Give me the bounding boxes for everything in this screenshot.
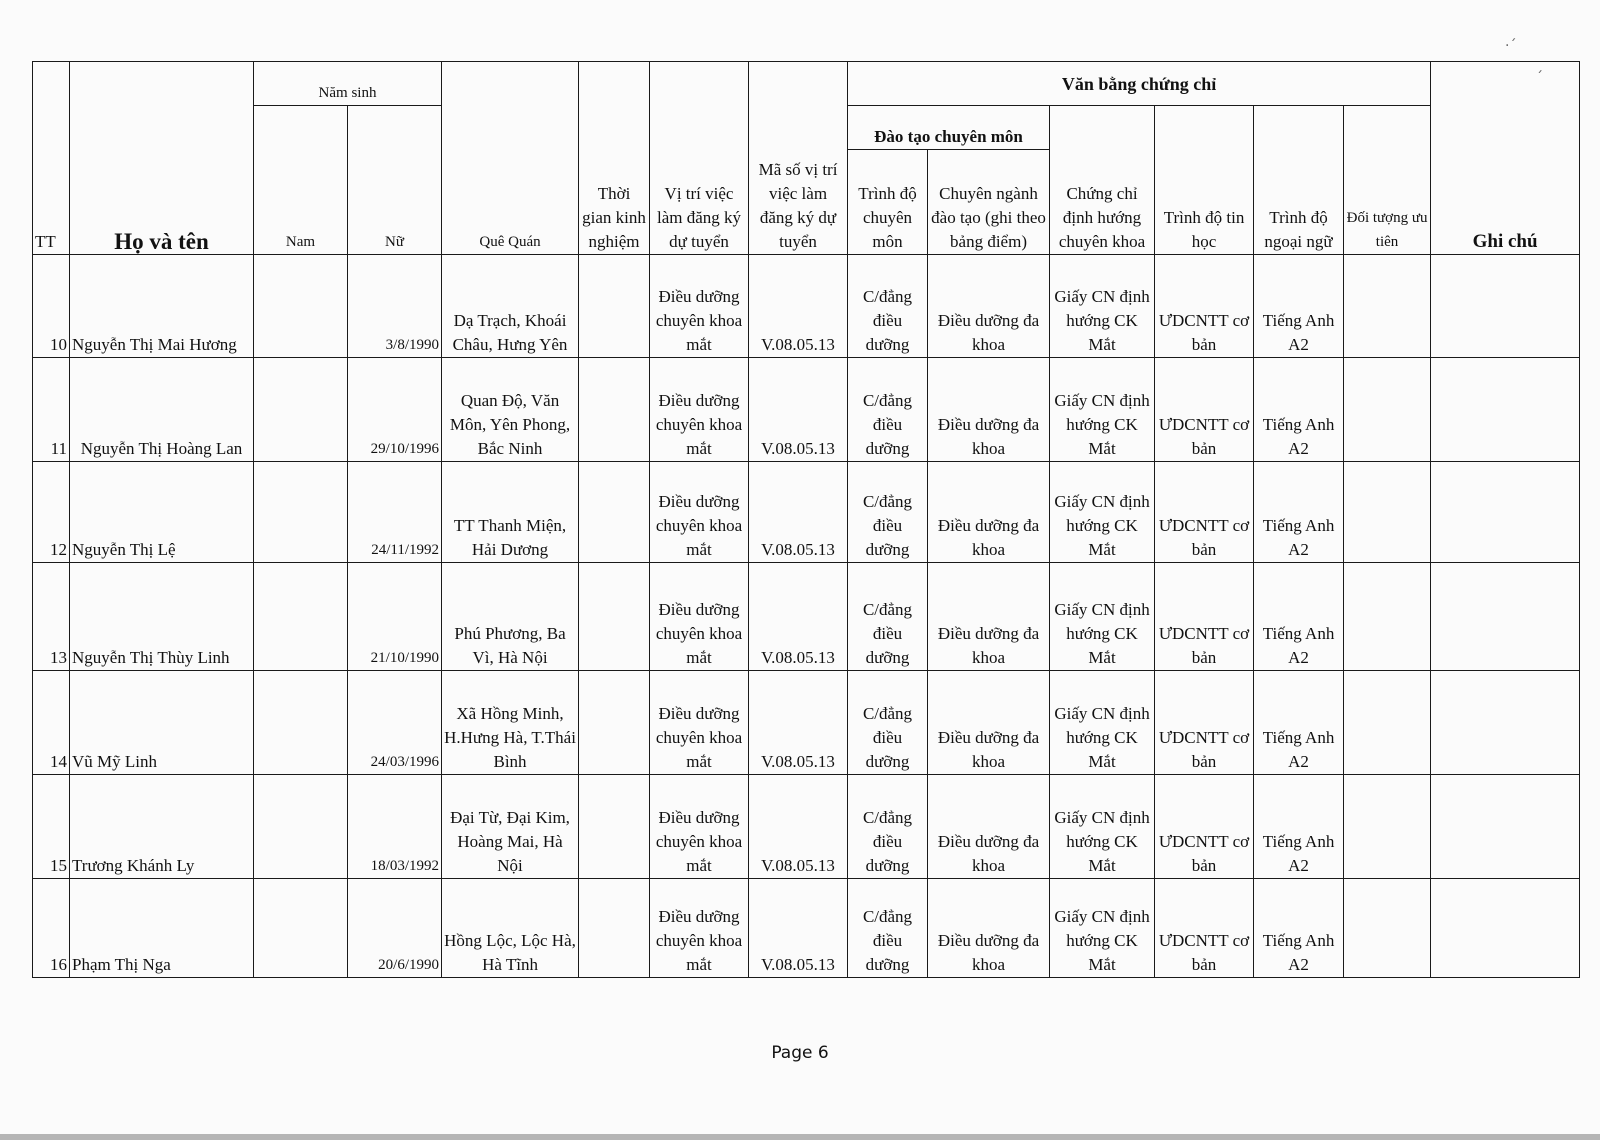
cell-trinh-do-cm: C/đẳng điều dưỡng [848,879,928,978]
cell-vi-tri: Điều dưỡng chuyên khoa mắt [650,255,749,358]
cell-chuyen-nganh: Điều dưỡng đa khoa [928,775,1050,879]
cell-ngoai-ngu: Tiếng Anh A2 [1254,879,1344,978]
header-tt: TT [33,62,70,255]
cell-nu: 29/10/1996 [348,358,442,462]
header-tin-hoc: Trình độ tin học [1155,106,1254,255]
cell-doi-tuong [1344,358,1431,462]
header-nam-sinh: Năm sinh [254,62,442,106]
cell-thoi-gian [579,775,650,879]
cell-trinh-do-cm: C/đẳng điều dưỡng [848,775,928,879]
table-row [33,358,1580,462]
table-row [33,879,1580,978]
cell-que-quan: Dạ Trạch, Khoái Châu, Hưng Yên [442,255,579,358]
cell-chung-chi: Giấy CN định hướng CK Mắt [1050,358,1155,462]
cell-tin-hoc: ƯDCNTT cơ bản [1155,462,1254,563]
cell-thoi-gian [579,358,650,462]
cell-tin-hoc: ƯDCNTT cơ bản [1155,671,1254,775]
cell-que-quan: Quan Độ, Văn Môn, Yên Phong, Bắc Ninh [442,358,579,462]
cell-ngoai-ngu: Tiếng Anh A2 [1254,358,1344,462]
cell-nu: 18/03/1992 [348,775,442,879]
cell-tin-hoc: ƯDCNTT cơ bản [1155,255,1254,358]
cell-ngoai-ngu: Tiếng Anh A2 [1254,563,1344,671]
cell-name: Nguyễn Thị Hoàng Lan [70,358,254,462]
cell-chung-chi: Giấy CN định hướng CK Mắt [1050,775,1155,879]
cell-chuyen-nganh: Điều dưỡng đa khoa [928,358,1050,462]
cell-chung-chi: Giấy CN định hướng CK Mắt [1050,255,1155,358]
cell-vi-tri: Điều dưỡng chuyên khoa mắt [650,671,749,775]
header-dao-tao: Đào tạo chuyên môn [848,106,1050,150]
cell-chuyen-nganh: Điều dưỡng đa khoa [928,255,1050,358]
cell-chuyen-nganh: Điều dưỡng đa khoa [928,671,1050,775]
cell-chung-chi: Giấy CN định hướng CK Mắt [1050,462,1155,563]
cell-doi-tuong [1344,563,1431,671]
cell-ghi-chu [1431,879,1580,978]
cell-chung-chi: Giấy CN định hướng CK Mắt [1050,879,1155,978]
cell-name: Nguyễn Thị Lệ [70,462,254,563]
header-chung-chi: Chứng chỉ định hướng chuyên khoa [1050,106,1155,255]
cell-ghi-chu [1431,255,1580,358]
table-row [33,671,1580,775]
cell-tin-hoc: ƯDCNTT cơ bản [1155,879,1254,978]
scan-speck: ·ˊ [1505,38,1517,54]
page-edge [0,1134,1600,1140]
cell-ma-so: V.08.05.13 [749,879,848,978]
scan-speck: ˊ [1536,70,1543,86]
cell-doi-tuong [1344,255,1431,358]
cell-chung-chi: Giấy CN định hướng CK Mắt [1050,671,1155,775]
cell-nu: 20/6/1990 [348,879,442,978]
header-ghi-chu: Ghi chú [1431,62,1580,255]
cell-trinh-do-cm: C/đẳng điều dưỡng [848,563,928,671]
header-nam: Nam [254,106,348,255]
cell-ma-so: V.08.05.13 [749,358,848,462]
cell-trinh-do-cm: C/đẳng điều dưỡng [848,255,928,358]
cell-doi-tuong [1344,462,1431,563]
cell-name: Vũ Mỹ Linh [70,671,254,775]
cell-vi-tri: Điều dưỡng chuyên khoa mắt [650,775,749,879]
cell-thoi-gian [579,255,650,358]
cell-name: Nguyễn Thị Thùy Linh [70,563,254,671]
cell-ngoai-ngu: Tiếng Anh A2 [1254,775,1344,879]
cell-nu: 24/03/1996 [348,671,442,775]
cell-nam [254,775,348,879]
cell-ma-so: V.08.05.13 [749,255,848,358]
cell-nu: 3/8/1990 [348,255,442,358]
cell-tt: 15 [33,775,70,879]
header-van-bang: Văn bằng chứng chỉ [848,62,1431,106]
cell-vi-tri: Điều dưỡng chuyên khoa mắt [650,462,749,563]
cell-trinh-do-cm: C/đẳng điều dưỡng [848,462,928,563]
cell-doi-tuong [1344,671,1431,775]
cell-tt: 12 [33,462,70,563]
cell-nam [254,462,348,563]
cell-nam [254,563,348,671]
header-ngoai-ngu: Trình độ ngoại ngữ [1254,106,1344,255]
cell-chuyen-nganh: Điều dưỡng đa khoa [928,879,1050,978]
candidate-table [32,61,1580,978]
cell-ma-so: V.08.05.13 [749,775,848,879]
cell-tt: 11 [33,358,70,462]
cell-chung-chi: Giấy CN định hướng CK Mắt [1050,563,1155,671]
cell-thoi-gian [579,563,650,671]
cell-que-quan: Đại Từ, Đại Kim, Hoàng Mai, Hà Nội [442,775,579,879]
table-row [33,462,1580,563]
cell-nu: 24/11/1992 [348,462,442,563]
header-row-1 [33,62,1580,106]
cell-vi-tri: Điều dưỡng chuyên khoa mắt [650,879,749,978]
cell-nam [254,255,348,358]
cell-trinh-do-cm: C/đẳng điều dưỡng [848,358,928,462]
cell-chuyen-nganh: Điều dưỡng đa khoa [928,563,1050,671]
cell-vi-tri: Điều dưỡng chuyên khoa mắt [650,358,749,462]
header-chuyen-nganh: Chuyên ngành đào tạo (ghi theo bảng điểm) [928,150,1050,255]
cell-ghi-chu [1431,671,1580,775]
cell-que-quan: Hồng Lộc, Lộc Hà, Hà Tĩnh [442,879,579,978]
header-doi-tuong: Đối tượng ưu tiên [1344,106,1431,255]
cell-nam [254,671,348,775]
cell-ma-so: V.08.05.13 [749,462,848,563]
cell-nam [254,358,348,462]
header-ho-va-ten: Họ và tên [70,62,254,255]
cell-tin-hoc: ƯDCNTT cơ bản [1155,358,1254,462]
cell-doi-tuong [1344,879,1431,978]
table-row [33,563,1580,671]
cell-ghi-chu [1431,462,1580,563]
cell-name: Trương Khánh Ly [70,775,254,879]
header-thoi-gian: Thời gian kinh nghiệm [579,62,650,255]
cell-que-quan: Phú Phương, Ba Vì, Hà Nội [442,563,579,671]
cell-thoi-gian [579,671,650,775]
cell-trinh-do-cm: C/đẳng điều dưỡng [848,671,928,775]
cell-thoi-gian [579,879,650,978]
cell-tin-hoc: ƯDCNTT cơ bản [1155,563,1254,671]
cell-chuyen-nganh: Điều dưỡng đa khoa [928,462,1050,563]
cell-ngoai-ngu: Tiếng Anh A2 [1254,255,1344,358]
table-row [33,255,1580,358]
cell-ghi-chu [1431,775,1580,879]
cell-tt: 13 [33,563,70,671]
header-vi-tri: Vị trí việc làm đăng ký dự tuyển [650,62,749,255]
cell-name: Nguyễn Thị Mai Hương [70,255,254,358]
cell-nam [254,879,348,978]
cell-tt: 14 [33,671,70,775]
cell-tt: 10 [33,255,70,358]
table-row [33,775,1580,879]
cell-ghi-chu [1431,563,1580,671]
cell-tt: 16 [33,879,70,978]
cell-vi-tri: Điều dưỡng chuyên khoa mắt [650,563,749,671]
cell-ghi-chu [1431,358,1580,462]
cell-ma-so: V.08.05.13 [749,671,848,775]
cell-ma-so: V.08.05.13 [749,563,848,671]
cell-nu: 21/10/1990 [348,563,442,671]
header-trinh-do-cm: Trình độ chuyên môn [848,150,928,255]
header-que-quan: Quê Quán [442,62,579,255]
cell-que-quan: Xã Hồng Minh, H.Hưng Hà, T.Thái Bình [442,671,579,775]
page-number: Page 6 [771,1043,829,1063]
cell-ngoai-ngu: Tiếng Anh A2 [1254,462,1344,563]
cell-name: Phạm Thị Nga [70,879,254,978]
cell-doi-tuong [1344,775,1431,879]
header-ma-so: Mã số vị trí việc làm đăng ký dự tuyển [749,62,848,255]
cell-tin-hoc: ƯDCNTT cơ bản [1155,775,1254,879]
cell-thoi-gian [579,462,650,563]
cell-que-quan: TT Thanh Miện, Hải Dương [442,462,579,563]
cell-ngoai-ngu: Tiếng Anh A2 [1254,671,1344,775]
header-nu: Nữ [348,106,442,255]
